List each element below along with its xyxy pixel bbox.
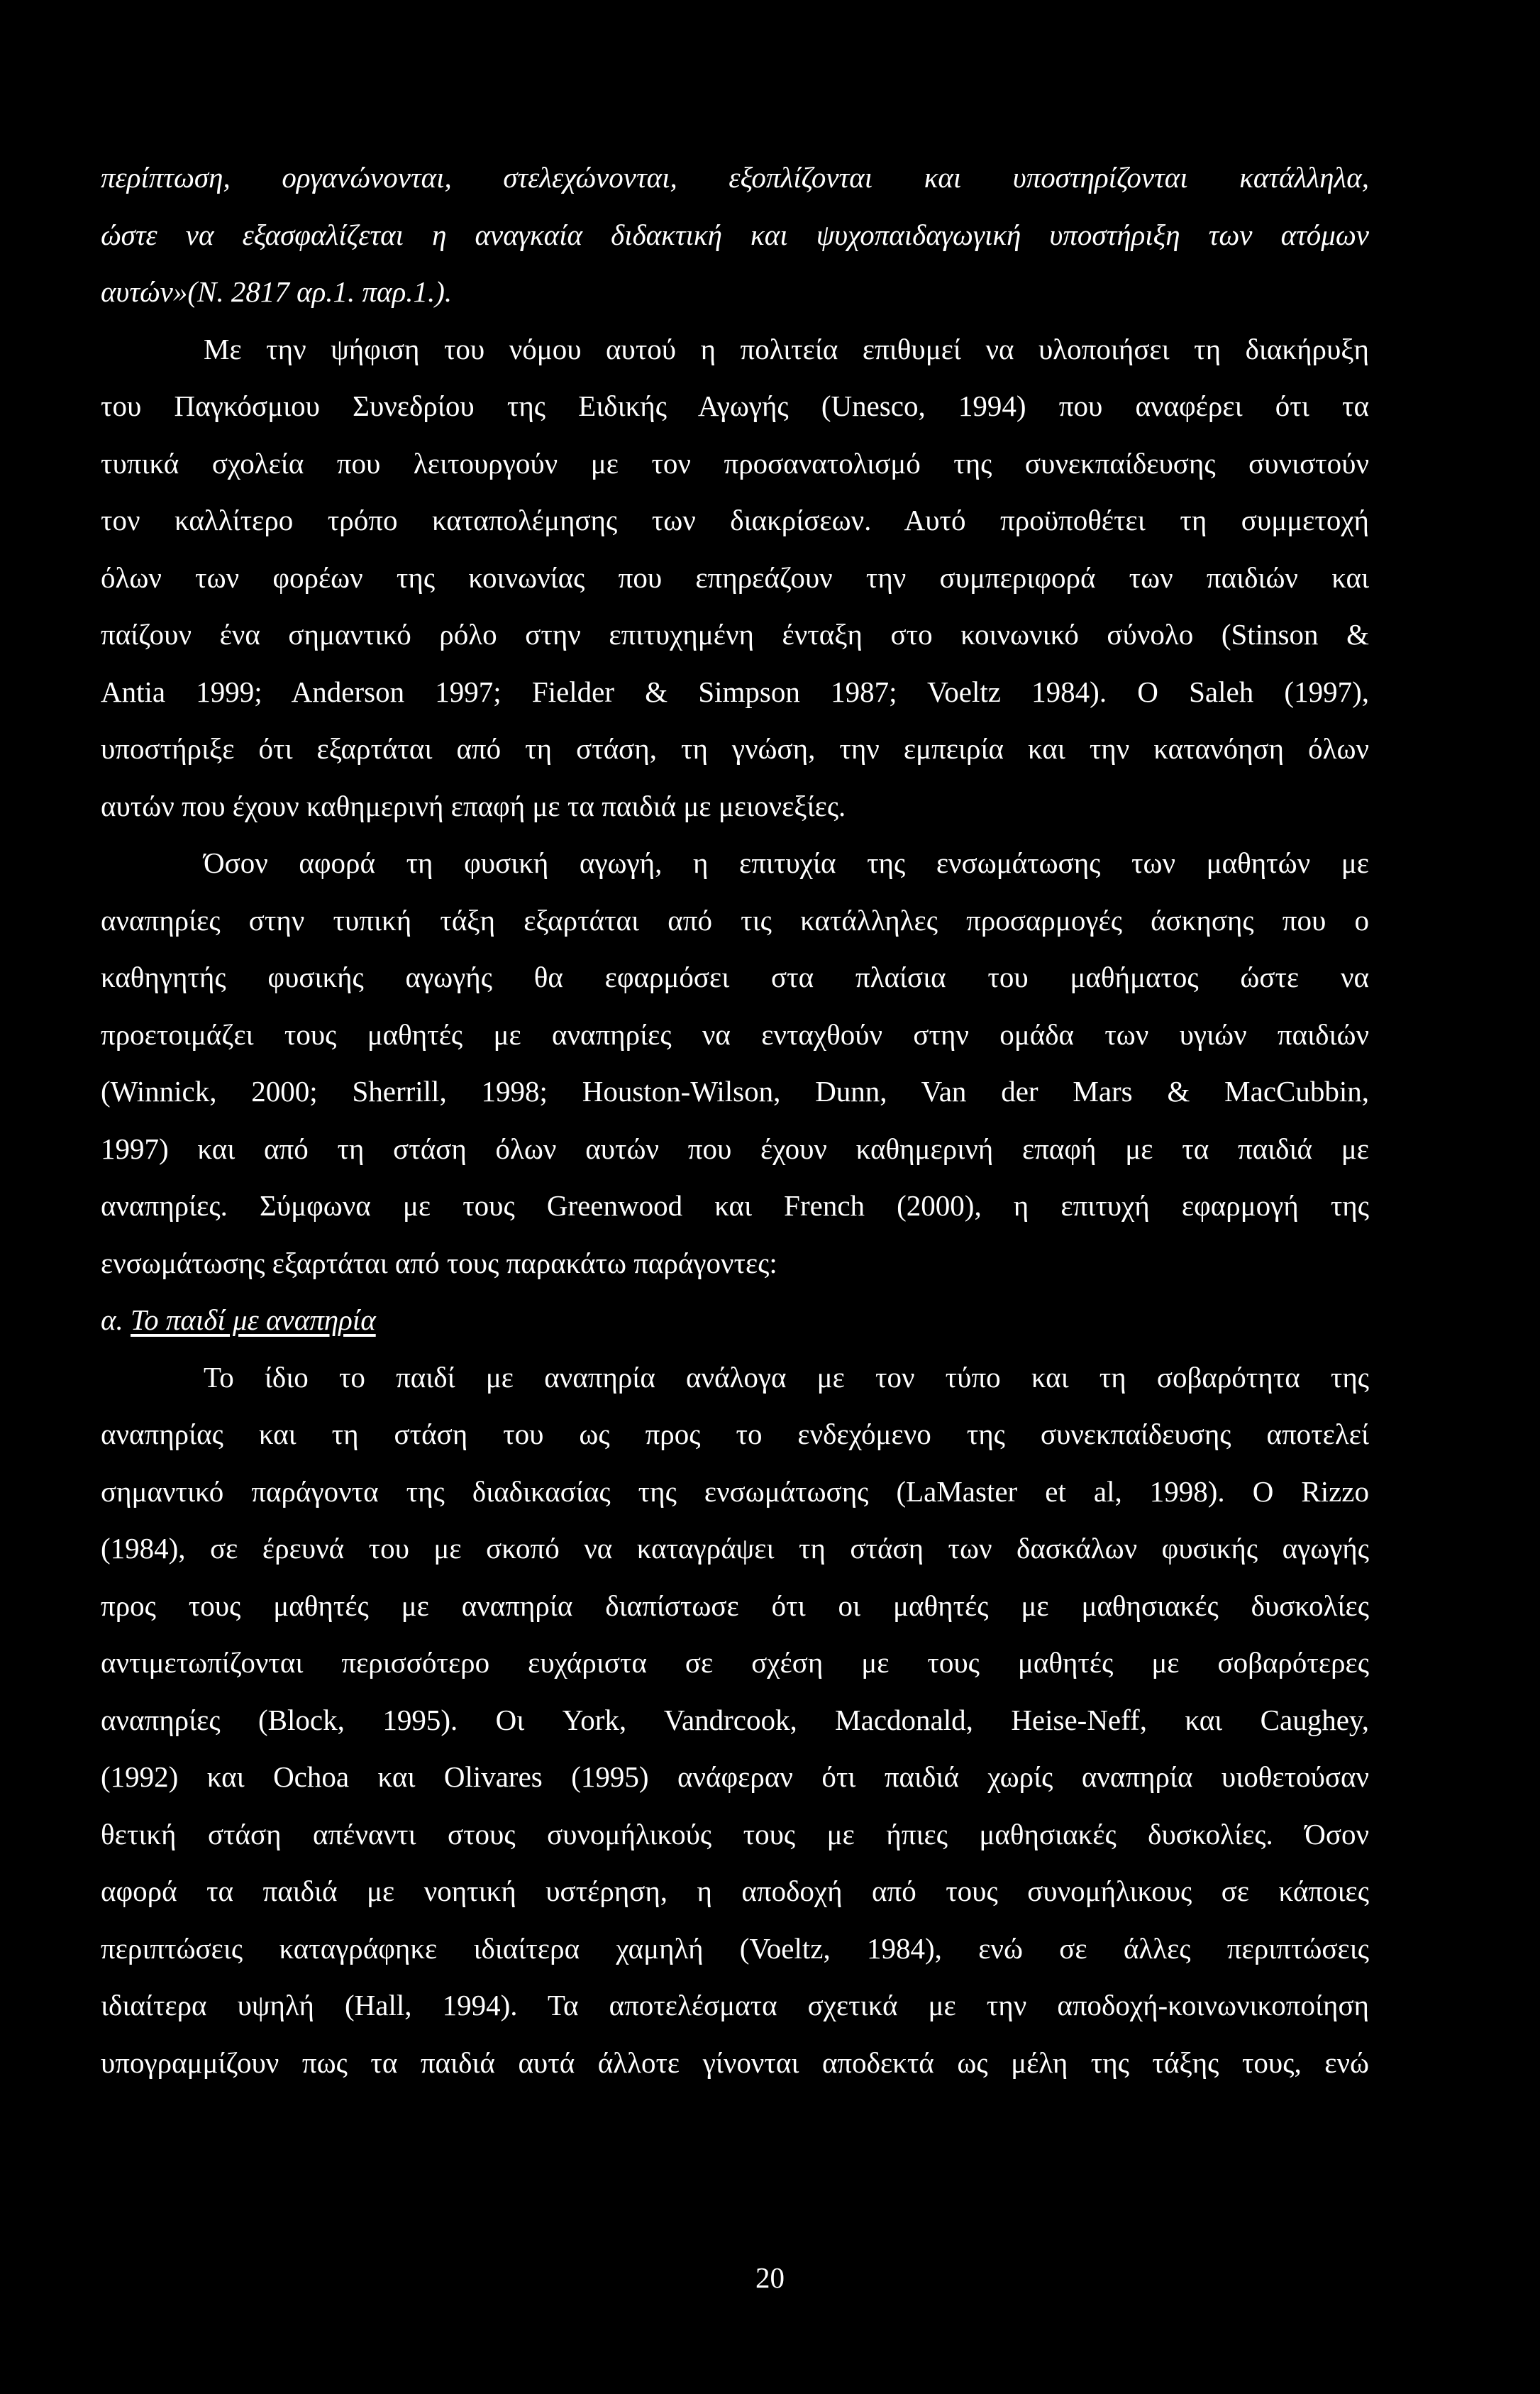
text-line: αναπηρίας και τη στάση του ως προς το ενδεχόμενο της συνεκπαίδευσης αποτελεί	[101, 1418, 1369, 1450]
text-line: καθηγητής φυσικής αγωγής θα εφαρμόσει στα πλαίσια του μαθήματος ώστε να	[101, 961, 1369, 993]
text-line: περιπτώσεις καταγράφηκε ιδιαίτερα χαμηλή (Voeltz, 1984), ενώ σε άλλες περιπτώσεις	[101, 1931, 1369, 1965]
text-line: ιδιαίτερα υψηλή (Hall, 1994). Τα αποτελέσματα σχετικά με την αποδοχή-κοινωνικοποίηση	[101, 1989, 1369, 2021]
text-line: θετική στάση απέναντι στους συνομήλικούς τους με ήπιες μαθησιακές δυσκολίες. Όσον	[101, 1817, 1369, 1850]
text-line: παίζουν ένα σημαντικό ρόλο στην επιτυχημένη ένταξη στο κοινωνικό σύνολο (Stinson &	[101, 618, 1369, 651]
text-line: (Winnick, 2000; Sherrill, 1998; Houston-Wilson, Dunn, Van der Mars & MacCubbin,	[101, 1075, 1369, 1108]
text-line: αφορά τα παιδιά με νοητική υστέρηση, η αποδοχή από τους συνομήλικους σε κάποιες	[101, 1875, 1369, 1907]
text-line: ώστε να εξασφαλίζεται η αναγκαία διδακτική και ψυχοπαιδαγωγική υποστήριξη των ατόμων	[101, 218, 1369, 251]
text-line: Antia 1999; Anderson 1997; Fielder & Simpson 1987; Voeltz 1984). O Saleh (1997),	[101, 675, 1369, 708]
text-line: 1997) και από τη στάση όλων αυτών που έχουν καθημερινή επαφή με τα παιδιά με	[101, 1132, 1369, 1165]
text-line: (1984), σε έρευνά του με σκοπό να καταγράψει τη στάση των δασκάλων φυσικής αγωγής	[101, 1532, 1369, 1565]
page-number: 20	[755, 2261, 785, 2294]
text-line: αναπηρίες στην τυπική τάξη εξαρτάται από τις κατάλληλες προσαρμογές άσκησης που ο	[101, 903, 1369, 937]
section-heading	[101, 1291, 1369, 1349]
text-line: προς τους μαθητές με αναπηρία διαπίστωσε ότι οι μαθητές με μαθησιακές δυσκολίες	[101, 1589, 1369, 1622]
text-line: αυτών που έχουν καθημερινή επαφή με τα παιδιά με μειονεξίες.	[101, 789, 846, 822]
text-line: προετοιμάζει τους μαθητές με αναπηρίες να ενταχθούν στην ομάδα των υγιών παιδιών	[101, 1017, 1369, 1051]
text-line: υπογραμμίζουν πως τα παιδιά αυτά άλλοτε γίνονται αποδεκτά ως μέλη της τάξης τους, ενώ	[101, 2046, 1369, 2079]
text-line: Με την ψήφιση του νόμου αυτού η πολιτεία επιθυμεί να υλοποιήσει τη διακήρυξη	[204, 332, 1369, 365]
text-line: Όσον αφορά τη φυσική αγωγή, η επιτυχία της ενσωμάτωσης των μαθητών με	[204, 846, 1369, 879]
text-line: σημαντικό παράγοντα της διαδικασίας της ενσωμάτωσης (LaMaster et al, 1998). O Rizzo	[101, 1474, 1369, 1508]
section-heading-letter: α.	[101, 1303, 123, 1336]
text-line: περίπτωση, οργανώνονται, στελεχώνονται, εξοπλίζονται και υποστηρίζονται κατάλληλα,	[101, 161, 1369, 194]
text-line: Το ίδιο το παιδί με αναπηρία ανάλογα με τον τύπο και τη σοβαρότητα της	[204, 1360, 1369, 1394]
text-line: υποστήριξε ότι εξαρτάται από τη στάση, τη γνώση, την εμπειρία και την κατανόηση όλων	[101, 732, 1369, 765]
text-line: τυπικά σχολεία που λειτουργούν με τον προσανατολισμό της συνεκπαίδευσης συνιστούν	[101, 446, 1369, 480]
text-line: αντιμετωπίζονται περισσότερο ευχάριστα σε σχέση με τους μαθητές με σοβαρότερες	[101, 1646, 1369, 1679]
text-line: αναπηρίες (Block, 1995). Οι York, Vandrcook, Macdonald, Heise-Neff, και Caughey,	[101, 1703, 1369, 1736]
text-line: αυτών»(Ν. 2817 αρ.1. παρ.1.).	[101, 275, 453, 308]
text-line: (1992) και Ochoa και Olivares (1995) ανάφεραν ότι παιδιά χωρίς αναπηρία υιοθετούσαν	[101, 1760, 1369, 1793]
text-line: του Παγκόσμιου Συνεδρίου της Ειδικής Αγωγής (Unesco, 1994) που αναφέρει ότι τα	[101, 390, 1369, 422]
section-heading-title: Το παιδί με αναπηρία	[131, 1303, 376, 1336]
text-line: τον καλλίτερο τρόπο καταπολέμησης των διακρίσεων. Αυτό προϋποθέτει τη συμμετοχή	[101, 504, 1369, 536]
text-line: αναπηρίες. Σύμφωνα με τους Greenwood και French (2000), η επιτυχή εφαρμογή της	[101, 1189, 1369, 1222]
text-line: όλων των φορέων της κοινωνίας που επηρεάζουν την συμπεριφορά των παιδιών και	[101, 561, 1369, 594]
document-page	[101, 149, 1369, 2091]
text-line: ενσωμάτωσης εξαρτάται από τους παρακάτω παράγοντες:	[101, 1246, 777, 1279]
